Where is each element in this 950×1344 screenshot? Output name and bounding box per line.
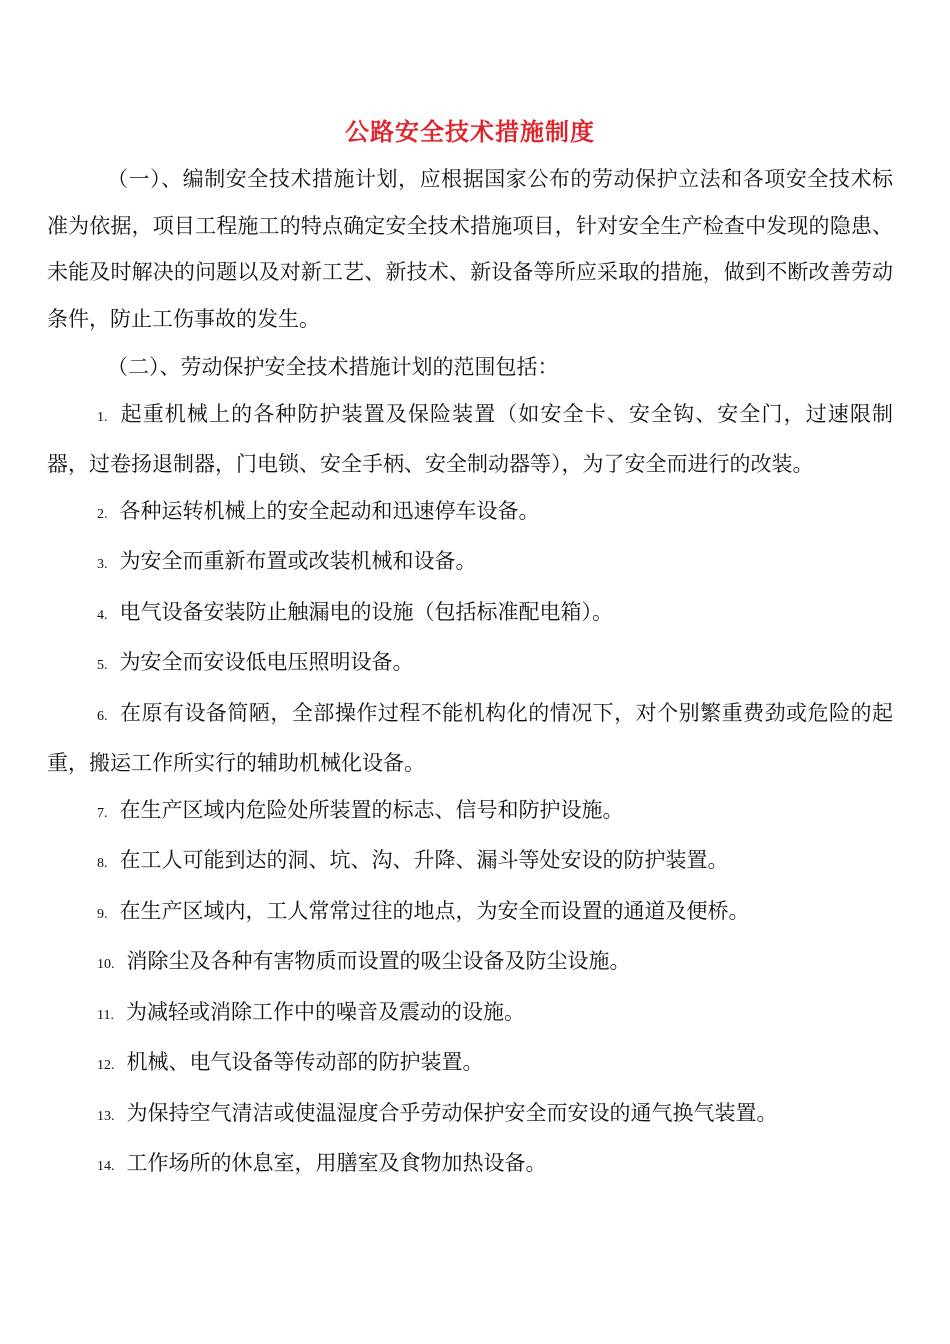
list-item <box>47 989 893 1040</box>
list-item-number: 13. <box>97 1108 115 1124</box>
list-item-number: 11. <box>97 1007 114 1023</box>
list-item-number: 3. <box>97 557 108 572</box>
list-item-number: 7. <box>97 805 108 821</box>
list-item-text: 各种运转机械上的安全起动和迅速停车设备。 <box>119 498 540 523</box>
list-item <box>47 1039 893 1090</box>
list-item-number: 12. <box>97 1058 115 1073</box>
list-item <box>47 589 893 640</box>
list-item-text: 机械、电气设备等传动部的防护装置。 <box>126 1050 484 1074</box>
document-page <box>47 112 893 1191</box>
list-item-text: 在原有设备简陋，全部操作过程不能机构化的情况下，对个别繁重费劲或危险的起重，搬运工作所实行的辅助机械化设备。 <box>47 700 893 775</box>
list-item-number: 9. <box>97 906 108 922</box>
list-item-text: 为安全而重新布置或改装机械和设备。 <box>119 549 477 573</box>
list-item-number: 8. <box>97 856 108 871</box>
list-item <box>47 787 893 838</box>
list-item-text: 在生产区域内危险处所装置的标志、信号和防护设施。 <box>119 797 624 822</box>
list-item <box>47 837 893 888</box>
list-item-text: 消除尘及各种有害物质而设置的吸尘设备及防尘设施。 <box>126 949 631 973</box>
list-item-number: 5. <box>97 658 108 673</box>
section-1-paragraph: （一）、编制安全技术措施计划，应根据国家公布的劳动保护立法和各项安全技术标准为依据，项目工程施工的特点确定安全技术措施项目，针对安全生产检查中发现的隐患、未能及时解决的问题以及对新工艺、新技术、新设备等所应采取的措施，做到不断改善劳动条件，防止工伤事故的发生。 <box>47 167 893 331</box>
section-2-heading: （二）、劳动保护安全技术措施计划的范围包括： <box>107 355 559 379</box>
list-item <box>47 1140 893 1191</box>
list-item <box>47 391 893 488</box>
list-item-number: 14. <box>97 1159 115 1174</box>
list-item-text: 为减轻或消除工作中的噪音及震动的设施。 <box>125 999 525 1024</box>
list-item <box>47 938 893 989</box>
list-item <box>47 488 893 539</box>
list-item-number: 1. <box>97 409 108 425</box>
list-item-number: 10. <box>97 957 115 972</box>
list-item <box>47 1090 893 1141</box>
list-item-text: 起重机械上的各种防护装置及保险装置（如安全卡、安全钩、安全门，过速限制器，过卷扬退制器，门电锁、安全手柄、安全制动器等），为了安全而进行的改装。 <box>47 401 893 476</box>
list-item <box>47 639 893 690</box>
list-item <box>47 690 893 787</box>
list-item-text: 在生产区域内，工人常常过往的地点，为安全而设置的通道及便桥。 <box>119 898 750 923</box>
list-item-number: 2. <box>97 506 108 522</box>
list-item-text: 工作场所的休息室，用膳室及食物加热设备。 <box>126 1151 547 1175</box>
list-item-text: 电气设备安装防止触漏电的设施（包括标准配电箱）。 <box>119 599 613 624</box>
list-item-text: 在工人可能到达的洞、坑、沟、升降、漏斗等处安设的防护装置。 <box>119 848 729 872</box>
list-item <box>47 888 893 939</box>
list-item-number: 4. <box>97 607 108 623</box>
list-item-text: 为保持空气清洁或使温湿度合乎劳动保护安全而安设的通气换气装置。 <box>126 1100 778 1125</box>
list-item <box>47 538 893 589</box>
measures-list <box>47 391 893 1191</box>
document-title: 公路安全技术措施制度 <box>345 117 595 146</box>
list-item-number: 6. <box>97 708 108 724</box>
list-item-text: 为安全而安设低电压照明设备。 <box>119 650 414 674</box>
